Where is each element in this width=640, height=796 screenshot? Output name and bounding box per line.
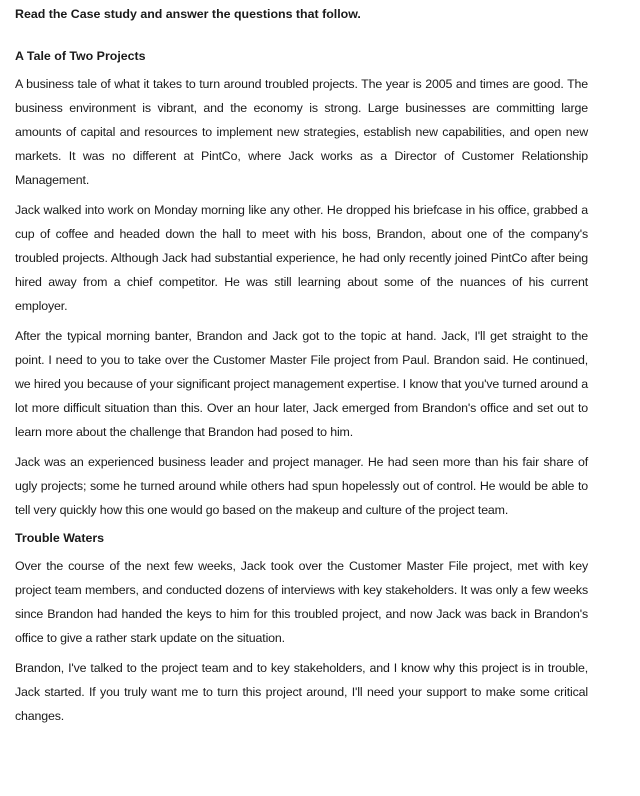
case-study-document (15, 4, 588, 734)
paragraph-next-few-weeks: Over the course of the next few weeks, Jack took over the Customer Master File project, met with key project team members, and conducted dozens of interviews with key stakeholders. It was only a few weeks since Brandon had handed the keys to him for this troubled project, and now Jack was back in Brandon's office to give a rather stark update on the situation. (15, 559, 588, 645)
instruction-text: Read the Case study and answer the questions that follow. (15, 7, 361, 21)
paragraph-morning-banter: After the typical morning banter, Brandon and Jack got to the topic at hand. Jack, I'll get straight to the point. I need to you to take over the Customer Master File project from Paul. Brandon said. He continued, we hired you because of your significant project management expertise. I know that you've turned around a lot more difficult situation than this. Over an hour later, Jack emerged from Brandon's office and set out to learn more about the challenge that Brandon had posed to him. (15, 329, 588, 439)
paragraph-jack-update: Brandon, I've talked to the project team and to key stakeholders, and I know why this project is in trouble, Jack started. If you truly want me to turn this project around, I'll need your support to make some critical changes. (15, 661, 588, 723)
section-title-trouble-waters: Trouble Waters (15, 531, 105, 545)
paragraph-monday-morning: Jack walked into work on Monday morning like any other. He dropped his briefcase in his office, grabbed a cup of coffee and headed down the hall to meet with his boss, Brandon, about one of the company's troubled projects. Although Jack had substantial experience, he had only recently joined PintCo after being hired away from a chief competitor. He was still learning about some of the nuances of his current employer. (15, 203, 588, 313)
paragraph-intro: A business tale of what it takes to turn around troubled projects. The year is 2005 and times are good. The business environment is vibrant, and the economy is strong. Large businesses are committing large amounts of capital and resources to implement new strategies, establish new capabilities, and open new markets. It was no different at PintCo, where Jack works as a Director of Customer Relationship Management. (15, 77, 588, 187)
paragraph-experienced-leader: Jack was an experienced business leader and project manager. He had seen more than his fair share of ugly projects; some he turned around while others had spun hopelessly out of control. He would be able to tell very quickly how this one would go based on the makeup and culture of the project team. (15, 455, 588, 517)
section-title-tale-of-two-projects: A Tale of Two Projects (15, 49, 146, 63)
